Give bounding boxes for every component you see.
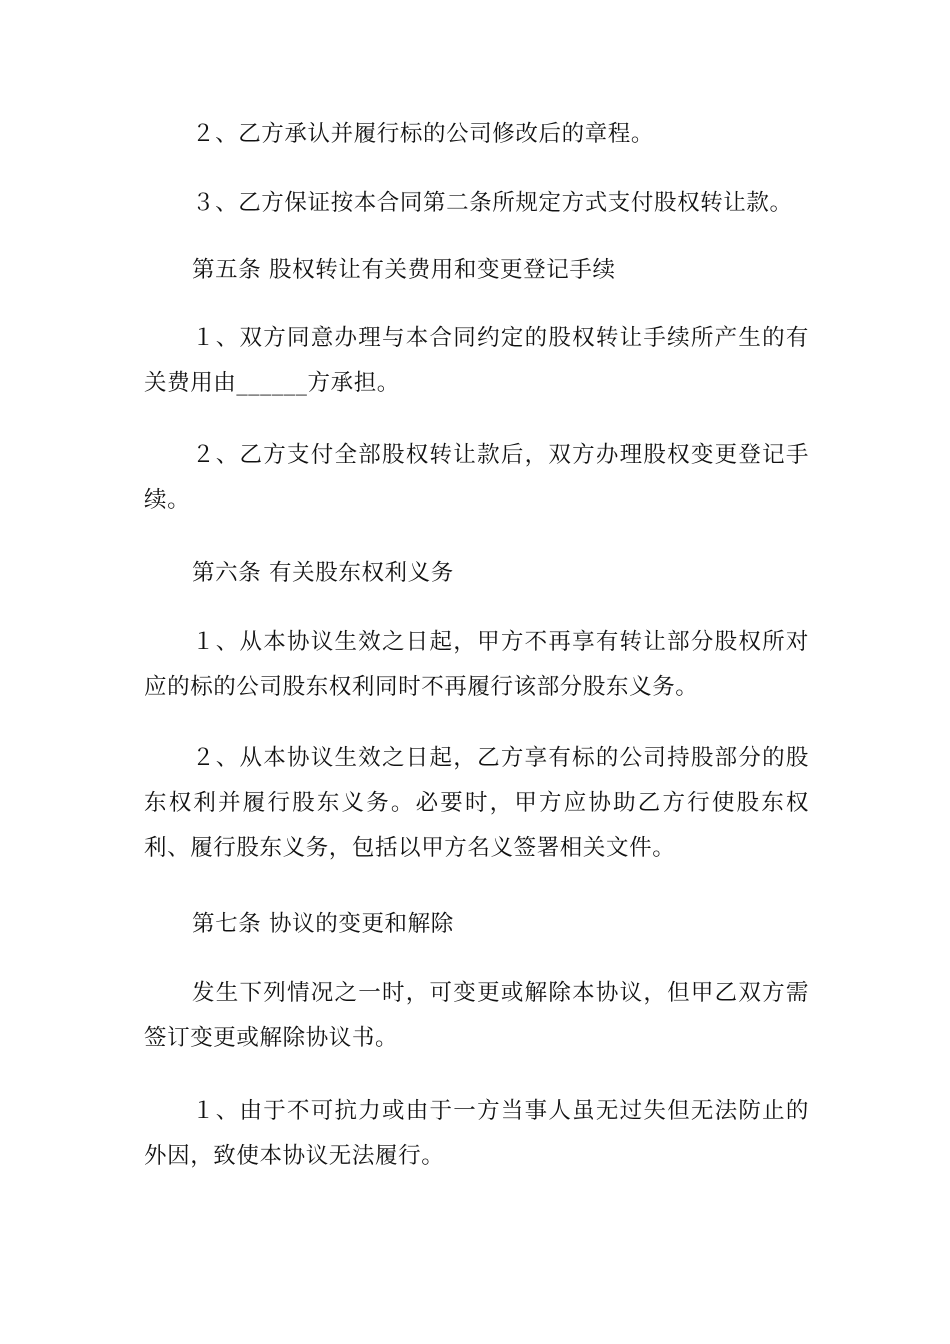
clause-6-item-1: １、从本协议生效之日起，甲方不再享有转让部分股权所对应的标的公司股东权利同时不再履行该部分股东义务。	[144, 629, 809, 700]
clause-4-item-3: ３、乙方保证按本合同第二条所规定方式支付股权转让款。	[192, 190, 793, 216]
clause-4-item-2: ２、乙方承认并履行标的公司修改后的章程。	[192, 121, 655, 147]
clause-5-item-2: ２、乙方支付全部股权转让款后，双方办理股权变更登记手续。	[144, 442, 809, 513]
clause-5-item-1: １、双方同意办理与本合同约定的股权转让手续所产生的有关费用由______方承担。	[144, 325, 809, 396]
clause-7-item-1: １、由于不可抗力或由于一方当事人虽无过失但无法防止的外因，致使本协议无法履行。	[144, 1098, 809, 1169]
clause-7-heading: 第七条 协议的变更和解除	[192, 911, 454, 937]
clause-7-intro: 发生下列情况之一时，可变更或解除本协议，但甲乙双方需签订变更或解除协议书。	[144, 980, 809, 1051]
clause-5-heading: 第五条 股权转让有关费用和变更登记手续	[192, 257, 616, 283]
clause-6-heading: 第六条 有关股东权利义务	[192, 560, 454, 586]
clause-6-item-2: ２、从本协议生效之日起，乙方享有标的公司持股部分的股东权利并履行股东义务。必要时，甲方应协助乙方行使股东权利、履行股东义务，包括以甲方名义签署相关文件。	[144, 745, 809, 861]
